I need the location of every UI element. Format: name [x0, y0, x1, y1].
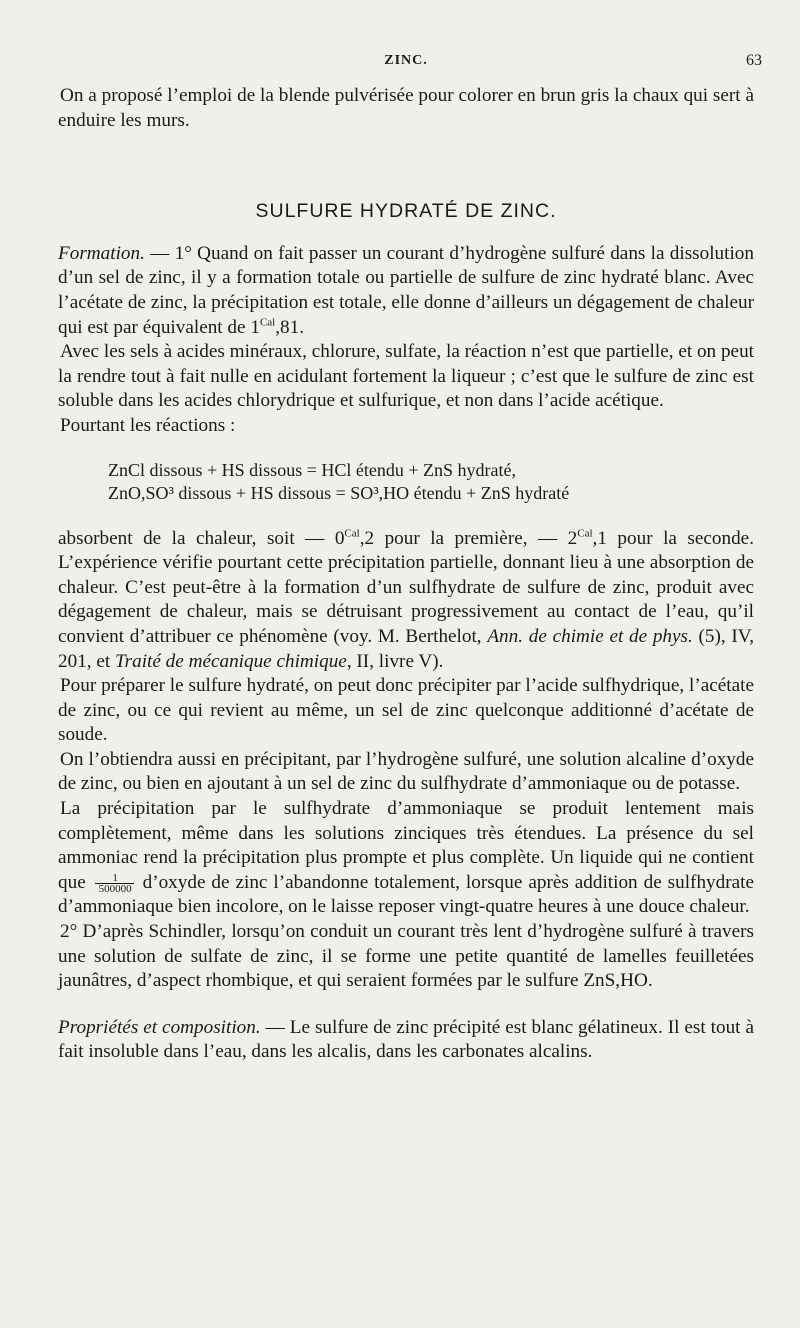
reactions-intro: Pourtant les réactions : — [60, 414, 236, 436]
p4-text-b: ,2 pour la première, — 2 — [359, 527, 578, 549]
reaction-equations — [108, 459, 754, 505]
p7-text-a: La précipitation par le sulfhydrate d’ammoniaque se produit lentement mais complètement, même dans les solutions zinciques très étendues. La présence du sel ammoniac rend la précipitation plus prompte et plus complète. Un liquide qui ne contient que — [58, 798, 754, 893]
cal-superscript-2: Cal — [577, 527, 593, 540]
reaction-2: ZnO,SO³ dissous + HS dissous = SO³,HO étendu + ZnS hydraté — [108, 482, 570, 503]
properties-label: Propriétés et composition. — [58, 1016, 261, 1038]
section-title: SULFURE HYDRATÉ DE ZINC. — [255, 200, 557, 223]
fraction-numerator: 1 — [95, 873, 134, 884]
properties-paragraph — [58, 1016, 754, 1065]
page-header — [50, 50, 762, 76]
fraction — [95, 873, 134, 894]
citation-traite: Traité de mécanique chimique — [115, 650, 347, 672]
page-number: 63 — [746, 52, 762, 69]
p4-text-d: (5), IV, 201, et — [58, 625, 754, 672]
mineral-acids-paragraph: Avec les sels à acides minéraux, chlorure, sulfate, la réaction n’est que partielle, et on peut la rendre tout à fait nulle en acidulant fortement la liqueur ; c’est que le sulfure de zinc est soluble dans les acides chlorydrique et sulfurique, et non dans l’acide acétique. — [58, 341, 754, 412]
formation-text-end: ,81. — [275, 316, 304, 338]
p4-text-e: , II, livre V). — [346, 650, 444, 672]
p4-text-c: ,1 pour la seconde. L’expérience vérifie pourtant cette précipitation partielle, donnant lieu à une absorption de chaleur. C’est peut-être à la formation d’un sulfhydrate de sulfure de zinc, produit avec dégagement de chaleur, mais se détruisant progressivement au contact de l’eau, qu’il convient d’attribuer ce phénomène (voy. M. Berthelot, — [58, 527, 754, 647]
ammonium-paragraph — [58, 797, 754, 920]
properties-text: — Le sulfure de zinc précipité est blanc gélatineux. Il est tout à fait insoluble dans l’eau, dans les alcalis, dans les carbonates alcalins. — [58, 1016, 754, 1063]
page-body — [58, 84, 754, 1065]
cal-superscript-1: Cal — [344, 527, 360, 540]
cal-superscript: Cal — [259, 316, 276, 329]
alkaline-paragraph: On l’obtiendra aussi en précipitant, par l’hydrogène sulfuré, une solution alcaline d’oxyde de zinc, ou bien en ajoutant à un sel de zinc du sulfhydrate d’ammoniaque ou de potasse. — [58, 748, 754, 795]
schindler-paragraph: 2° D’après Schindler, lorsqu’on conduit un courant très lent d’hydrogène sulfuré à travers une solution de sulfate de zinc, il se forme une petite quantité de lamelles feuilletées jaunâtres, d’aspect rhombique, et qui seraient formées par le sulfure ZnS,HO. — [58, 921, 754, 992]
p7-text-b: d’oxyde de zinc l’abandonne totalement, lorsque après addition de sulfhydrate d’ammoniaque bien incolore, on le laisse reposer vingt-quatre heures à une douce chaleur. — [58, 871, 754, 918]
fraction-denominator: 500000 — [98, 882, 132, 895]
reaction-1: ZnCl dissous + HS dissous = HCl étendu + ZnS hydraté, — [108, 459, 516, 480]
p4-text-a: absorbent de la chaleur, soit — 0 — [58, 527, 345, 549]
heat-absorption-paragraph — [58, 527, 754, 675]
citation-annales: Ann. de chimie et de phys. — [487, 625, 693, 647]
formation-paragraph — [58, 242, 754, 340]
formation-label: Formation. — [58, 242, 145, 264]
intro-paragraph: On a proposé l’emploi de la blende pulvérisée pour colorer en brun gris la chaux qui sert à enduire les murs. — [58, 85, 754, 131]
running-title: ZINC. — [384, 53, 428, 68]
preparation-paragraph: Pour préparer le sulfure hydraté, on peut donc précipiter par l’acide sulfhydrique, l’acétate de zinc, ou ce qui revient au même, un sel de zinc quelconque additionné d’acétate de soude. — [58, 675, 754, 746]
formation-text: — 1° Quand on fait passer un courant d’hydrogène sulfuré dans la dissolution d’un sel de zinc, il y a formation totale ou partielle de sulfure de zinc hydraté blanc. Avec l’acétate de zinc, la précipitation est totale, elle donne d’ailleurs un dégagement de chaleur qui est par équivalent de 1 — [58, 242, 754, 338]
